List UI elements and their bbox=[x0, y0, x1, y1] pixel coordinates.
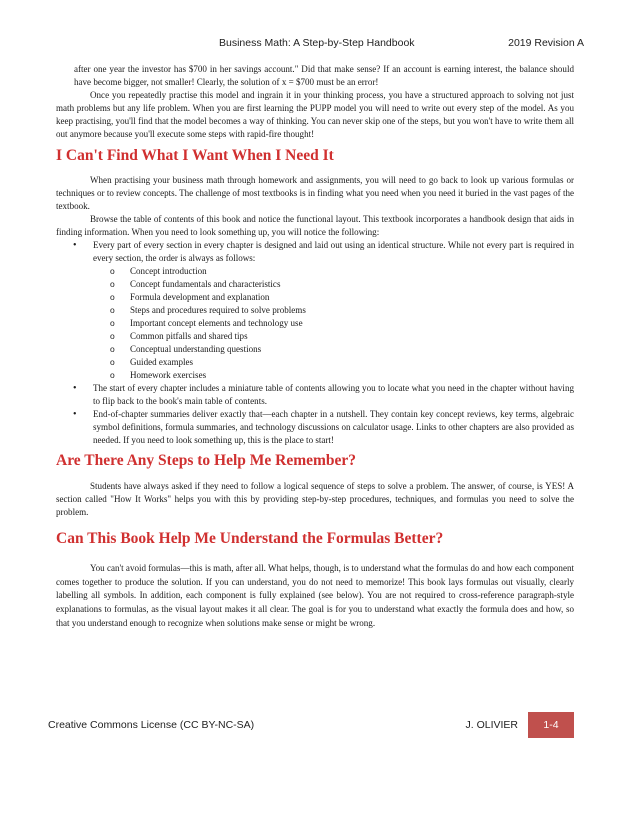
list-item: o Guided examples bbox=[130, 356, 574, 369]
section-order-list bbox=[93, 265, 574, 382]
header-revision: 2019 Revision A bbox=[508, 37, 584, 49]
list-item: o Important concept elements and technology use bbox=[130, 317, 574, 330]
section1-paragraph-1: When practising your business math through homework and assignments, you will need to go back to look up various formulas or techniques or to review concepts. The challenge of most textbooks is in finding what you need when you need it buried in the vast pages of the textbook. bbox=[56, 175, 574, 211]
list-item bbox=[93, 239, 574, 382]
page-footer bbox=[48, 712, 574, 738]
page-number-badge: 1-4 bbox=[528, 712, 574, 738]
list-item: o Steps and procedures required to solve problems bbox=[130, 304, 574, 317]
list-item: o Concept introduction bbox=[130, 265, 574, 278]
section-heading-formulas: Can This Book Help Me Understand the Formulas Better? bbox=[56, 530, 444, 547]
section-heading-find: I Can't Find What I Want When I Need It bbox=[56, 147, 334, 164]
intro-paragraph: Once you repeatedly practise this model and ingrain it in your thinking process, you have a structured approach to solving not just math problems but any life problem. When you are first learning the PUPP model you will need to write out every step of the model. As you keep practising, you'll find that the model becomes a way of thinking. You can never skip one of the steps, but you won't have to write them all out anymore because you'll execute some steps with rapid-fire thought! bbox=[56, 90, 574, 139]
feature-list bbox=[56, 239, 574, 447]
section2-paragraph: Students have always asked if they need to follow a logical sequence of steps to solve a problem. The answer, of course, is YES! A section called "How It Works" helps you with this by providing step-by-step procedures, techniques, and formulas you need to solve the problem. bbox=[56, 481, 574, 517]
section3-paragraph: You can't avoid formulas—this is math, after all. What helps, though, is to understand what the formulas do and how each component comes together to produce the solution. If you can understand, you do not need to memorize! This book lays formulas out visually, clearly labelling all symbols. In addition, each component is fully explained (see below). You are not required to cross-reference paragraph-style explanations to formulas, as the visual layout makes it all clear. The goal is for you to understand what exactly the formula does and how, so that you understand enough to recognize when solutions make sense or might be wrong. bbox=[56, 563, 574, 628]
page-header bbox=[56, 37, 584, 51]
list-item: • End-of-chapter summaries deliver exactly that—each chapter in a nutshell. They contain key concept reviews, key terms, algebraic symbol definitions, formula summaries, and technology discussions on calculator usage. Links to other chapters are also provided as needed. If you need to look something up, this is the place to start! bbox=[93, 408, 574, 447]
page-body bbox=[56, 63, 574, 631]
bullet-text: Every part of every section in every chapter is designed and laid out using an identical structure. While not every part is required in every section, the order is always as follows: bbox=[93, 240, 574, 263]
section1-paragraph-2: Browse the table of contents of this book and notice the functional layout. This textbook incorporates a handbook design that aids in finding information. When you need to look something up, you will notice the following: bbox=[56, 214, 574, 237]
intro-paragraph-continued: after one year the investor has $700 in her savings account." Did that make sense? If an account is earning interest, the balance should have become bigger, not smaller! Clearly, the solution of x = $700 must be an error! bbox=[74, 64, 574, 87]
list-item: o Concept fundamentals and characteristics bbox=[130, 278, 574, 291]
list-item: o Homework exercises bbox=[130, 369, 574, 382]
footer-author: J. OLIVIER bbox=[465, 719, 518, 731]
header-title: Business Math: A Step-by-Step Handbook bbox=[219, 37, 415, 49]
section-heading-steps: Are There Any Steps to Help Me Remember? bbox=[56, 452, 357, 469]
list-item: • The start of every chapter includes a miniature table of contents allowing you to locate what you need in the chapter without having to flip back to the book's main table of contents. bbox=[93, 382, 574, 408]
list-item: o Formula development and explanation bbox=[130, 291, 574, 304]
list-item: o Conceptual understanding questions bbox=[130, 343, 574, 356]
list-item: o Common pitfalls and shared tips bbox=[130, 330, 574, 343]
footer-license: Creative Commons License (CC BY-NC-SA) bbox=[48, 719, 255, 731]
